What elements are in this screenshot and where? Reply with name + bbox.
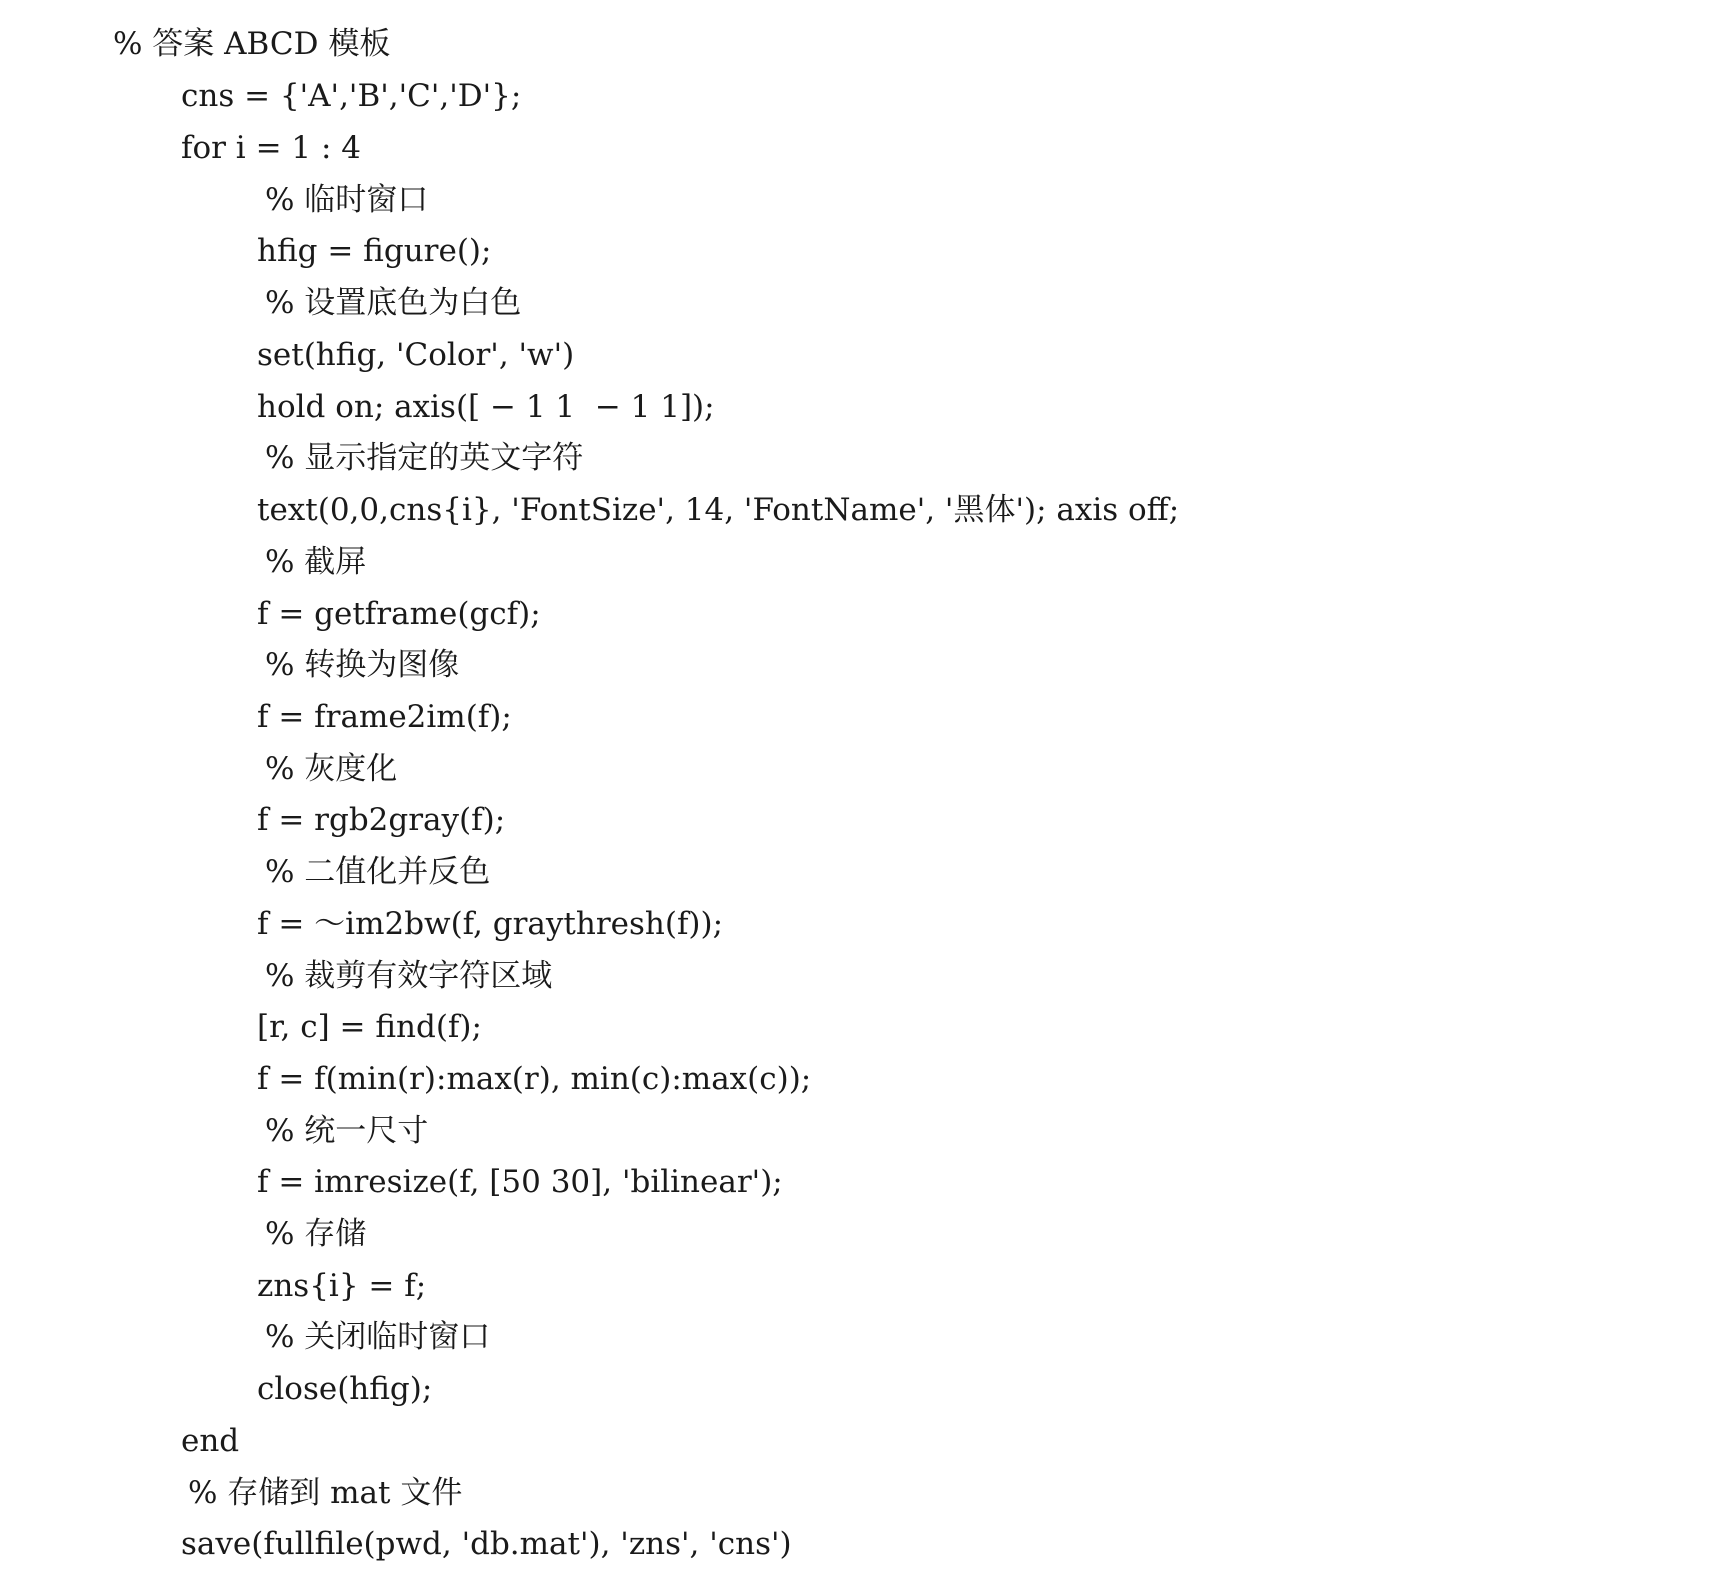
code-line: f = getframe(gcf); bbox=[257, 596, 541, 632]
code-line: f = f(min(r):max(r), min(c):max(c)); bbox=[257, 1061, 812, 1097]
code-line: f = imresize(f, [50 30], 'bilinear'); bbox=[257, 1164, 783, 1200]
comment-line: % 显示指定的英文字符 bbox=[265, 440, 584, 476]
code-line: close(hfig); bbox=[257, 1371, 433, 1407]
code-line: save(fullfile(pwd, 'db.mat'), 'zns', 'cns') bbox=[181, 1526, 792, 1562]
comment-line: % 裁剪有效字符区域 bbox=[265, 958, 553, 994]
code-line: f = frame2im(f); bbox=[257, 699, 512, 735]
comment-line: % 转换为图像 bbox=[265, 647, 460, 683]
comment-line: % 关闭临时窗口 bbox=[265, 1319, 491, 1355]
comment-line: % 统一尺寸 bbox=[265, 1113, 429, 1149]
comment-line: % 临时窗口 bbox=[265, 182, 429, 218]
comment-line: % 截屏 bbox=[265, 544, 367, 580]
code-line: f = rgb2gray(f); bbox=[257, 802, 506, 838]
code-line: hfig = figure(); bbox=[257, 233, 492, 269]
code-line: text(0,0,cns{i}, 'FontSize', 14, 'FontName', '黑体'); axis off; bbox=[257, 492, 1180, 528]
comment-line: % 设置底色为白色 bbox=[265, 285, 522, 321]
code-line: zns{i} = f; bbox=[257, 1268, 427, 1304]
code-line: set(hfig, 'Color', 'w') bbox=[257, 337, 575, 373]
code-line: end bbox=[181, 1423, 240, 1459]
comment-line: % 二值化并反色 bbox=[265, 854, 491, 890]
comment-line: % 答案 ABCD 模板 bbox=[113, 26, 391, 62]
comment-line: % 灰度化 bbox=[265, 751, 398, 787]
comment-line: % 存储 bbox=[265, 1216, 367, 1252]
code-line: hold on; axis([ − 1 1 − 1 1]); bbox=[257, 389, 715, 425]
code-line: cns = {'A','B','C','D'}; bbox=[181, 78, 522, 114]
code-line: for i = 1 : 4 bbox=[181, 130, 362, 166]
comment-line: % 存储到 mat 文件 bbox=[188, 1475, 463, 1511]
code-line: f = ～im2bw(f, graythresh(f)); bbox=[257, 906, 724, 942]
code-line: [r, c] = find(f); bbox=[257, 1009, 482, 1045]
